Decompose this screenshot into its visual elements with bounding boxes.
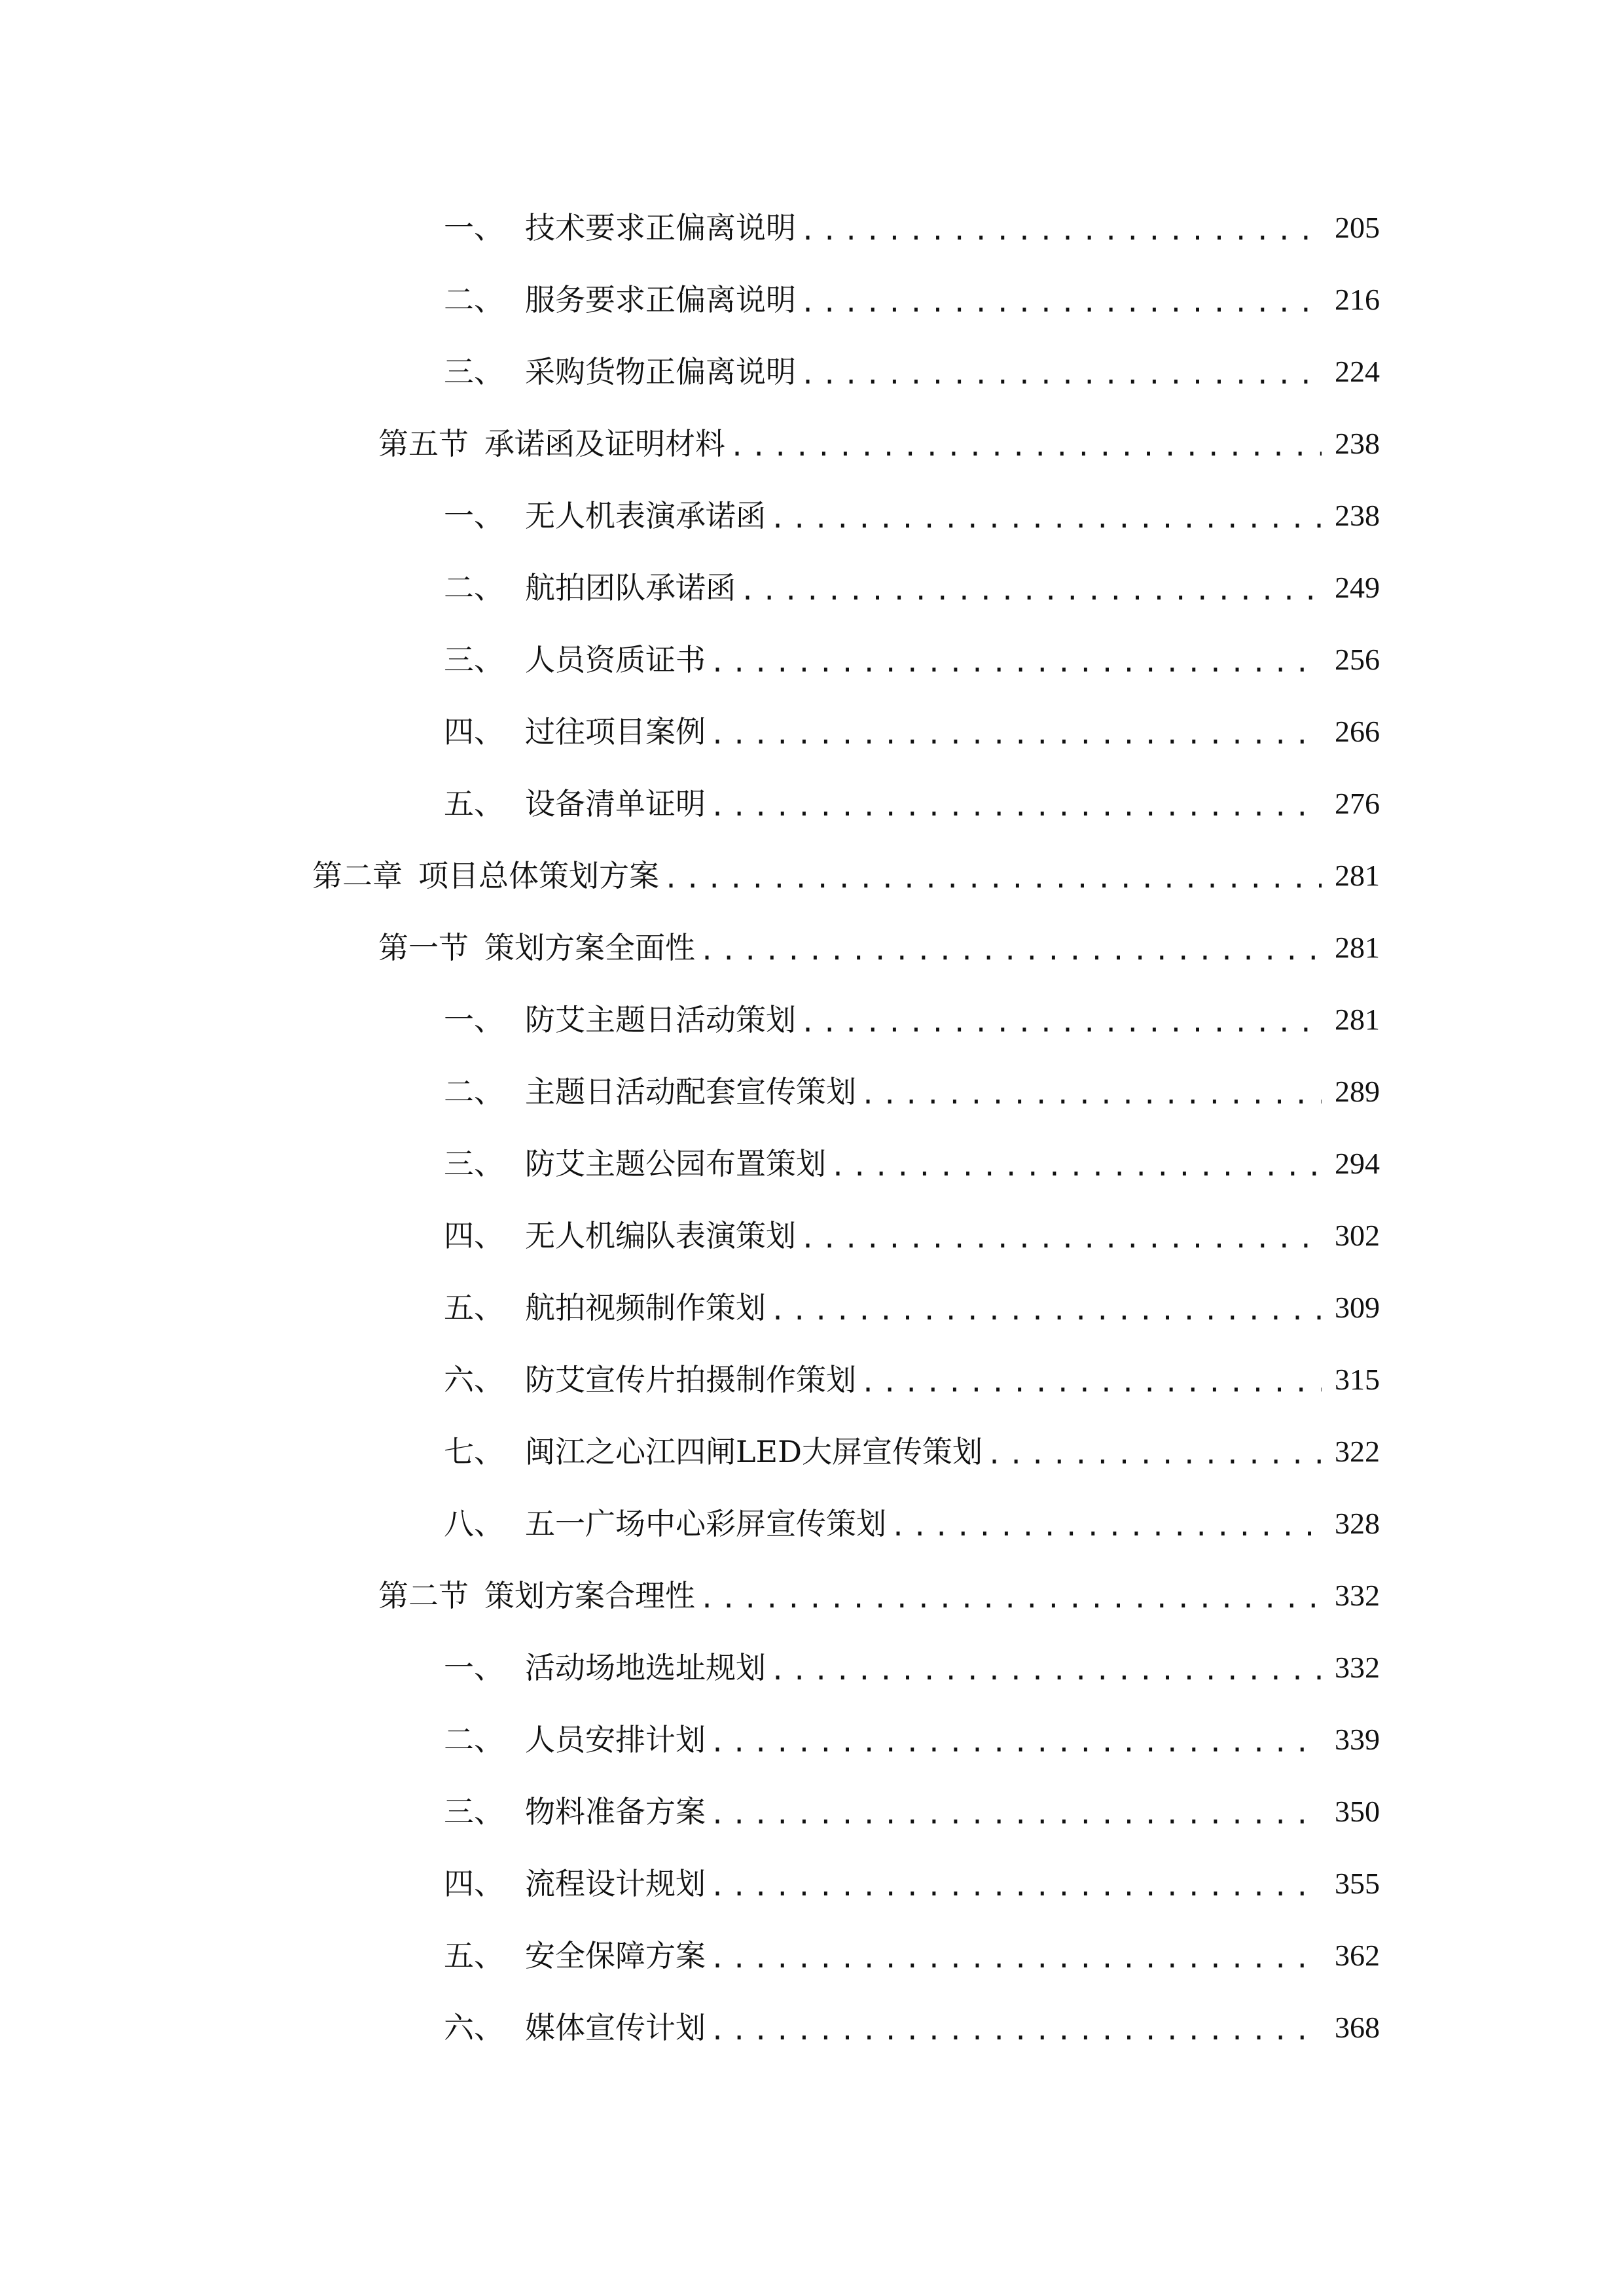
toc-dot-leader: [710, 702, 1322, 761]
toc-dot-leader: [770, 486, 1322, 545]
toc-entry-number: 二、: [444, 282, 504, 317]
toc-entry-number: 第五节: [378, 426, 469, 461]
toc-entry-title: 流程设计规划: [525, 1866, 706, 1901]
toc-entry-number: 二、: [444, 1074, 504, 1109]
toc-entry-title: 媒体宣传计划: [525, 2010, 706, 2045]
toc-section-entry[interactable]: [378, 1566, 1380, 1625]
toc-entry-number: 二、: [444, 1722, 504, 1757]
toc-entry[interactable]: [444, 1710, 1380, 1769]
toc-section-entry[interactable]: [378, 414, 1380, 473]
toc-entry[interactable]: [444, 270, 1380, 329]
toc-entry-number: 八、: [444, 1506, 504, 1541]
toc-entry-page: 332: [1335, 1579, 1380, 1612]
toc-entry[interactable]: [444, 1854, 1380, 1913]
toc-entry-page: 281: [1335, 1003, 1380, 1036]
toc-entry-title: 主题日活动配套宣传策划: [525, 1074, 856, 1109]
toc-entry-page: 294: [1335, 1147, 1380, 1180]
toc-dot-leader: [860, 1350, 1322, 1409]
toc-entry-page: 238: [1335, 427, 1380, 460]
toc-entry-page: 309: [1335, 1291, 1380, 1324]
toc-dot-leader: [710, 1782, 1322, 1841]
toc-dot-leader: [740, 558, 1322, 617]
toc-entry-title: 物料准备方案: [525, 1794, 706, 1829]
toc-dot-leader: [800, 1206, 1322, 1265]
toc-entry-page: 238: [1335, 499, 1380, 532]
toc-dot-leader: [800, 990, 1322, 1049]
toc-entry[interactable]: [444, 990, 1380, 1049]
toc-entry[interactable]: [444, 1134, 1380, 1193]
toc-entry-number: 三、: [444, 354, 504, 389]
toc-dot-leader: [699, 1566, 1322, 1625]
toc-entry-page: 256: [1335, 643, 1380, 676]
toc-entry-page: 224: [1335, 355, 1380, 388]
toc-dot-leader: [729, 414, 1322, 473]
toc-entry-title: 闽江之心江四闸LED大屏宣传策划: [525, 1434, 983, 1469]
toc-entry[interactable]: [444, 630, 1380, 689]
toc-entry-number: 三、: [444, 642, 504, 677]
toc-dot-leader: [830, 1134, 1322, 1193]
toc-entry-title: 过往项目案例: [525, 714, 706, 749]
toc-entry-page: 281: [1335, 931, 1380, 964]
toc-entry-title: 防艾主题公园布置策划: [525, 1146, 826, 1181]
toc-entry[interactable]: [444, 1782, 1380, 1841]
toc-entry-title: 策划方案全面性: [484, 930, 695, 965]
toc-entry-page: 205: [1335, 211, 1380, 244]
toc-entry[interactable]: [444, 1422, 1380, 1481]
toc-entry-number: 一、: [444, 1002, 504, 1037]
toc-entry-page: 281: [1335, 859, 1380, 892]
toc-entry-title: 技术要求正偏离说明: [525, 210, 796, 245]
toc-entry-page: 332: [1335, 1651, 1380, 1684]
toc-entry[interactable]: [444, 1278, 1380, 1337]
toc-entry-number: 第二节: [378, 1578, 469, 1613]
toc-dot-leader: [770, 1278, 1322, 1337]
toc-entry[interactable]: [444, 1206, 1380, 1265]
toc-entry[interactable]: [444, 486, 1380, 545]
toc-dot-leader: [860, 1062, 1322, 1121]
toc-dot-leader: [699, 918, 1322, 977]
toc-entry-page: 322: [1335, 1435, 1380, 1468]
toc-dot-leader: [710, 1926, 1322, 1985]
toc-entry-title: 安全保障方案: [525, 1938, 706, 1973]
toc-entry-title: 活动场地选址规划: [525, 1650, 766, 1685]
toc-entry-number: 六、: [444, 1362, 504, 1397]
toc-entry-page: 328: [1335, 1507, 1380, 1540]
toc-entry-page: 362: [1335, 1939, 1380, 1972]
toc-entry-number: 三、: [444, 1146, 504, 1181]
toc-dot-leader: [710, 1854, 1322, 1913]
toc-entry-number: 一、: [444, 210, 504, 245]
toc-entry-page: 276: [1335, 787, 1380, 820]
toc-entry[interactable]: [444, 1926, 1380, 1985]
toc-entry-title: 策划方案合理性: [484, 1578, 695, 1613]
toc-dot-leader: [710, 774, 1322, 833]
toc-entry-page: 302: [1335, 1219, 1380, 1252]
toc-entry-title: 项目总体策划方案: [418, 858, 659, 893]
toc-entry-title: 防艾宣传片拍摄制作策划: [525, 1362, 856, 1397]
toc-entry[interactable]: [444, 1638, 1380, 1697]
toc-entry-number: 四、: [444, 1866, 504, 1901]
toc-dot-leader: [890, 1494, 1322, 1553]
toc-entry-number: 一、: [444, 1650, 504, 1685]
toc-entry-page: 216: [1335, 283, 1380, 316]
toc-dot-leader: [800, 270, 1322, 329]
toc-entry[interactable]: [444, 198, 1380, 257]
toc-entry[interactable]: [444, 558, 1380, 617]
toc-entry-number: 三、: [444, 1794, 504, 1829]
toc-entry-page: 350: [1335, 1795, 1380, 1828]
toc-entry-title: 采购货物正偏离说明: [525, 354, 796, 389]
toc-entry-number: 第二章: [312, 858, 403, 893]
toc-entry-title: 五一广场中心彩屏宣传策划: [525, 1506, 886, 1541]
toc-entry-page: 249: [1335, 571, 1380, 604]
toc-entry-number: 四、: [444, 714, 504, 749]
toc-entry-number: 五、: [444, 1938, 504, 1973]
toc-dot-leader: [770, 1638, 1322, 1697]
toc-entry-number: 二、: [444, 570, 504, 605]
toc-entry-title: 防艾主题日活动策划: [525, 1002, 796, 1037]
toc-entry[interactable]: [444, 1062, 1380, 1121]
toc-entry-number: 五、: [444, 786, 504, 821]
toc-entry-title: 设备清单证明: [525, 786, 706, 821]
toc-dot-leader: [710, 1998, 1322, 2057]
toc-entry-page: 355: [1335, 1867, 1380, 1900]
toc-entry-title: 无人机表演承诺函: [525, 498, 766, 533]
toc-dot-leader: [800, 198, 1322, 257]
toc-entry-number: 第一节: [378, 930, 469, 965]
toc-entry-page: 315: [1335, 1363, 1380, 1396]
toc-dot-leader: [800, 342, 1322, 401]
toc-dot-leader: [710, 630, 1322, 689]
toc-entry[interactable]: [444, 1998, 1380, 2057]
toc-entry[interactable]: [444, 1494, 1380, 1553]
toc-entry[interactable]: [444, 774, 1380, 833]
toc-entry[interactable]: [444, 702, 1380, 761]
toc-entry-title: 人员资质证书: [525, 642, 706, 677]
toc-entry-number: 六、: [444, 2010, 504, 2045]
toc-entry-page: 339: [1335, 1723, 1380, 1756]
toc-entry-title: 无人机编队表演策划: [525, 1218, 796, 1253]
toc-entry-page: 289: [1335, 1075, 1380, 1108]
toc-entry-title: 人员安排计划: [525, 1722, 706, 1757]
toc-chapter-entry[interactable]: [312, 846, 1380, 905]
toc-entry-title: 承诺函及证明材料: [484, 426, 725, 461]
toc-dot-leader: [663, 846, 1322, 905]
toc-entry-title: 服务要求正偏离说明: [525, 282, 796, 317]
toc-entry-number: 七、: [444, 1434, 504, 1469]
toc-dot-leader: [710, 1710, 1322, 1769]
toc-entry[interactable]: [444, 1350, 1380, 1409]
toc-entry-number: 四、: [444, 1218, 504, 1253]
toc-dot-leader: [986, 1422, 1322, 1481]
toc-entry-number: 五、: [444, 1290, 504, 1325]
toc-entry-page: 368: [1335, 2011, 1380, 2044]
toc-entry-title: 航拍团队承诺函: [525, 570, 736, 605]
toc-entry-page: 266: [1335, 715, 1380, 748]
toc-section-entry[interactable]: [378, 918, 1380, 977]
toc-entry-number: 一、: [444, 498, 504, 533]
toc-entry-title: 航拍视频制作策划: [525, 1290, 766, 1325]
toc-entry[interactable]: [444, 342, 1380, 401]
